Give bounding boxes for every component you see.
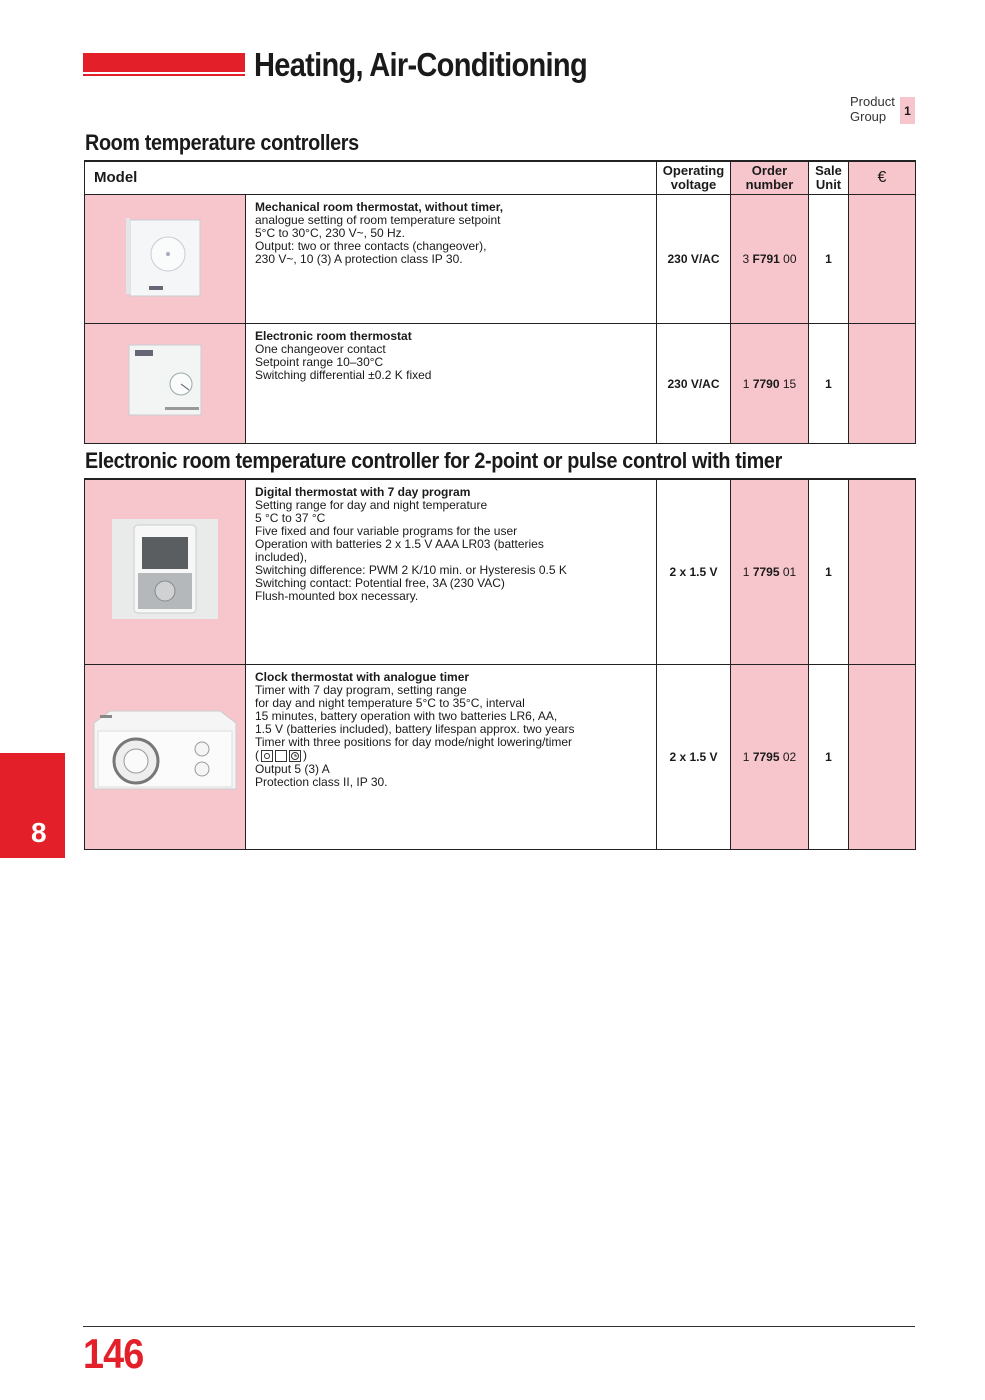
product-description: Digital thermostat with 7 day program Setting range for day and night temperature 5 °C to 37 °C Five fixed and four variable programs for the user Operation with batteries 2 x 1.5 V AAA LR03 (batteries included), Switching difference: PWM 2 K/10 min. or Hysteresis 0.5 K Switching contact: Potential free, 3A (230 VAC) Flush-mounted box necessary. (246, 479, 657, 664)
order-number: 1 7790 15 (731, 324, 809, 444)
product-image-clock-thermostat (85, 664, 246, 849)
clock-icon (289, 750, 301, 762)
section-title-timer-controllers: Electronic room temperature controller for 2-point or pulse control with timer (85, 448, 782, 473)
mode-symbols: ( ) (255, 748, 307, 762)
chapter-tab: 8 (0, 753, 65, 858)
product-table-1 (84, 160, 916, 444)
table-header-row (85, 161, 916, 195)
price-cell (849, 479, 916, 664)
operating-voltage: 230 V/AC (657, 195, 731, 324)
product-table-2 (84, 478, 916, 850)
product-description: Mechanical room thermostat, without timer, analogue setting of room temperature setpoint 5°C to 30°C, 230 V~, 50 Hz. Output: two or three contacts (changeover), 230 V~, 10 (3) A protection class IP 30. (246, 195, 657, 324)
price-cell (849, 324, 916, 444)
order-number: 1 7795 02 (731, 664, 809, 849)
page-number: 146 (83, 1330, 144, 1377)
product-image-digital-thermostat (85, 479, 246, 664)
sale-unit: 1 (809, 195, 849, 324)
product-group-label: Product Group (850, 94, 895, 124)
footer-divider (83, 1326, 915, 1327)
page-title: Heating, Air-Conditioning (254, 46, 587, 83)
header-red-line (83, 74, 245, 76)
product-description: Clock thermostat with analogue timer Timer with 7 day program, setting range for day and night temperature 5°C to 35°C, interval 15 minutes, battery operation with two batteries LR6, AA, 1.5 V (batteries included), battery lifespan approx. two years Timer with three positions for day mode/night lowering/timer ( ) Output 5 (3) A Protection class II, IP 30. (246, 664, 657, 849)
price-cell (849, 195, 916, 324)
operating-voltage: 2 x 1.5 V (657, 664, 731, 849)
col-header-price: € (849, 161, 916, 195)
product-description: Electronic room thermostat One changeover contact Setpoint range 10–30°C Switching differential ±0.2 K fixed (246, 324, 657, 444)
price-cell (849, 664, 916, 849)
product-image-electronic-thermostat (85, 324, 246, 444)
col-header-model: Model (85, 161, 657, 195)
section-title-room-controllers: Room temperature controllers (85, 130, 359, 155)
operating-voltage: 230 V/AC (657, 324, 731, 444)
col-header-order: Order number (731, 161, 809, 195)
moon-icon (275, 750, 287, 762)
order-number: 1 7795 01 (731, 479, 809, 664)
table-row (85, 664, 916, 849)
sale-unit: 1 (809, 479, 849, 664)
table-row (85, 324, 916, 444)
header-red-bar (83, 53, 245, 72)
sale-unit: 1 (809, 664, 849, 849)
table-row (85, 195, 916, 324)
sun-icon (261, 750, 273, 762)
sale-unit: 1 (809, 324, 849, 444)
table-row (85, 479, 916, 664)
product-group-badge: 1 (900, 97, 915, 124)
col-header-unit: Sale Unit (809, 161, 849, 195)
operating-voltage: 2 x 1.5 V (657, 479, 731, 664)
col-header-voltage: Operating voltage (657, 161, 731, 195)
order-number: 3 F791 00 (731, 195, 809, 324)
product-image-mechanical-thermostat (85, 195, 246, 324)
